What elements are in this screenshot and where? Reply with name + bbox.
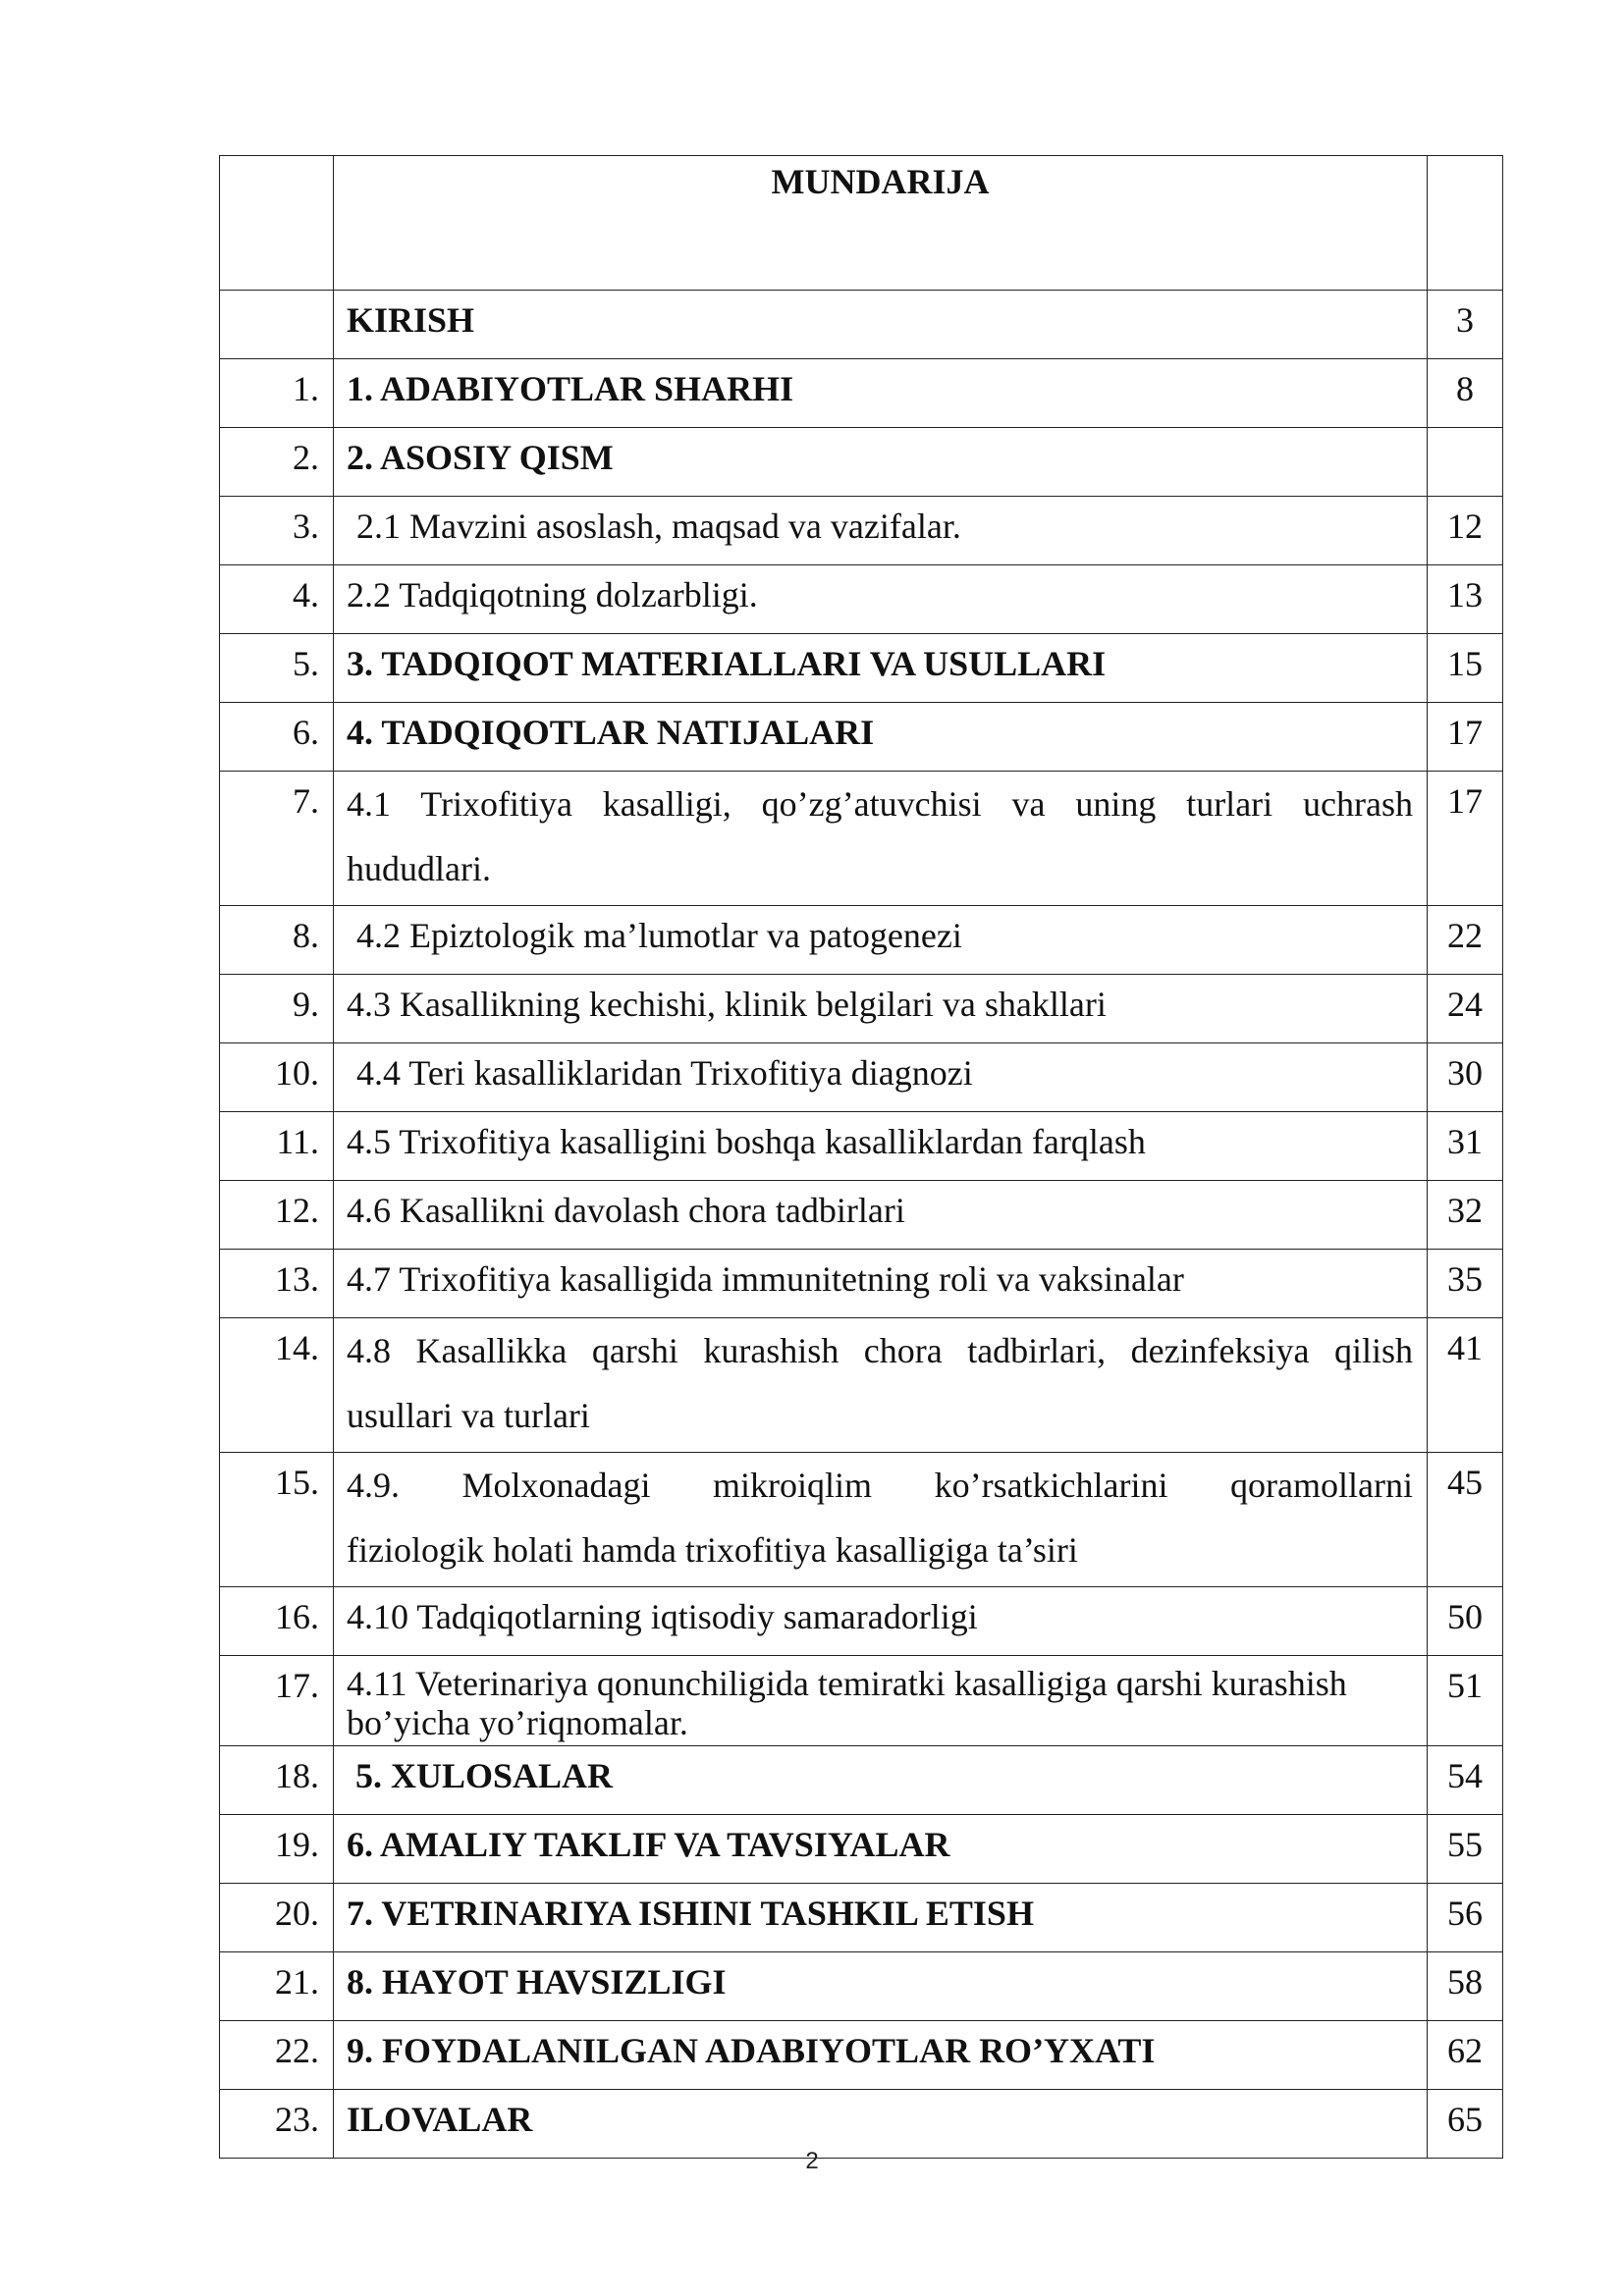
toc-row [220, 291, 1503, 359]
toc-row-number [220, 291, 334, 359]
toc-row-page: 51 [1428, 1656, 1503, 1746]
toc-row-page: 54 [1428, 1746, 1503, 1815]
toc-row-page: 56 [1428, 1884, 1503, 1952]
toc-row-title: 4.6 Kasallikni davolash chora tadbirlari [334, 1181, 1428, 1250]
toc-row-number: 7. [220, 772, 334, 906]
toc-row [220, 1815, 1503, 1884]
toc-row-title: 4.8 Kasallikka qarshi kurashish chora tadbirlari, dezinfeksiya qilish usullari va turlari [334, 1318, 1428, 1453]
page-number: 2 [805, 2148, 819, 2174]
toc-row [220, 497, 1503, 565]
toc-row-title: 4.10 Tadqiqotlarning iqtisodiy samaradorligi [334, 1587, 1428, 1656]
toc-row [220, 1318, 1503, 1453]
toc-row-number: 10. [220, 1043, 334, 1112]
toc-row-page: 62 [1428, 2021, 1503, 2090]
toc-row [220, 975, 1503, 1043]
toc-row-page: 22 [1428, 906, 1503, 975]
toc-row-page: 17 [1428, 772, 1503, 906]
toc-row-number: 18. [220, 1746, 334, 1815]
toc-row [220, 906, 1503, 975]
toc-row-number: 22. [220, 2021, 334, 2090]
toc-row-number: 9. [220, 975, 334, 1043]
toc-row-title-text: 4.2 Epiztologik ma’lumotlar va patogenezi [356, 916, 962, 955]
toc-row-title [334, 1043, 1428, 1112]
toc-row-page: 8 [1428, 359, 1503, 428]
toc-heading: MUNDARIJA [334, 156, 1428, 291]
toc-row-title: 7. VETRINARIYA ISHINI TASHKIL ETISH [334, 1884, 1428, 1952]
toc-row-title: 2. ASOSIY QISM [334, 428, 1428, 497]
toc-row-title: 8. HAYOT HAVSIZLIGI [334, 1952, 1428, 2021]
toc-row [220, 1112, 1503, 1181]
toc-row-number: 8. [220, 906, 334, 975]
toc-row [220, 703, 1503, 772]
toc-row-title [334, 1656, 1428, 1746]
toc-row-number: 21. [220, 1952, 334, 2021]
toc-row [220, 1181, 1503, 1250]
toc-row-title: 4.1 Trixofitiya kasalligi, qo’zg’atuvchisi va uning turlari uchrash hududlari. [334, 772, 1428, 906]
toc-row-number: 14. [220, 1318, 334, 1453]
toc-row-page: 24 [1428, 975, 1503, 1043]
toc-row-number: 1. [220, 359, 334, 428]
toc-row-number: 23. [220, 2090, 334, 2159]
toc-row-title: 5. XULOSALAR [334, 1746, 1428, 1815]
toc-row [220, 2021, 1503, 2090]
toc-row [220, 1043, 1503, 1112]
toc-row-title: 3. TADQIQOT MATERIALLARI VA USULLARI [334, 634, 1428, 703]
toc-row [220, 359, 1503, 428]
toc-row-number: 16. [220, 1587, 334, 1656]
toc-row-page: 32 [1428, 1181, 1503, 1250]
toc-row-number: 17. [220, 1656, 334, 1746]
toc-row-title: KIRISH [334, 291, 1428, 359]
toc-row-page: 15 [1428, 634, 1503, 703]
toc-header-num-cell [220, 156, 334, 291]
toc-row-page: 35 [1428, 1250, 1503, 1318]
toc-row-page: 30 [1428, 1043, 1503, 1112]
toc-row-title-text: 4.11 Veterinariya qonunchiligida temiratki kasalligiga qarshi kurashish bo’yicha yo’riqnomalar. [347, 1664, 1347, 1742]
toc-row-title: 4.5 Trixofitiya kasalligini boshqa kasalliklardan farqlash [334, 1112, 1428, 1181]
toc-row [220, 1746, 1503, 1815]
toc-row [220, 1250, 1503, 1318]
toc-row-page: 58 [1428, 1952, 1503, 2021]
toc-header-row [220, 156, 1503, 291]
table-of-contents [219, 155, 1503, 2159]
toc-row [220, 1587, 1503, 1656]
toc-row-title [334, 906, 1428, 975]
toc-row-title: 4.3 Kasallikning kechishi, klinik belgilari va shakllari [334, 975, 1428, 1043]
toc-row [220, 565, 1503, 634]
toc-row-number: 5. [220, 634, 334, 703]
toc-row-page [1428, 428, 1503, 497]
toc-row [220, 1656, 1503, 1746]
toc-row-title: 1. ADABIYOTLAR SHARHI [334, 359, 1428, 428]
toc-row-title: 6. AMALIY TAKLIF VA TAVSIYALAR [334, 1815, 1428, 1884]
toc-row-number: 11. [220, 1112, 334, 1181]
toc-row-number: 15. [220, 1453, 334, 1587]
toc-row [220, 1952, 1503, 2021]
toc-header-page-cell [1428, 156, 1503, 291]
toc-row-page: 31 [1428, 1112, 1503, 1181]
toc-row-page: 12 [1428, 497, 1503, 565]
toc-row-number: 20. [220, 1884, 334, 1952]
toc-row-number: 4. [220, 565, 334, 634]
toc-row-number: 19. [220, 1815, 334, 1884]
toc-row-page: 50 [1428, 1587, 1503, 1656]
toc-row-title: ILOVALAR [334, 2090, 1428, 2159]
toc-row [220, 1453, 1503, 1587]
toc-row-title: 4. TADQIQOTLAR NATIJALARI [334, 703, 1428, 772]
toc-row-number: 3. [220, 497, 334, 565]
toc-row-page: 45 [1428, 1453, 1503, 1587]
toc-row-number: 6. [220, 703, 334, 772]
toc-row-page: 13 [1428, 565, 1503, 634]
toc-row-title: 9. FOYDALANILGAN ADABIYOTLAR RO’YXATI [334, 2021, 1428, 2090]
toc-row [220, 1884, 1503, 1952]
toc-row-title: 2.2 Tadqiqotning dolzarbligi. [334, 565, 1428, 634]
toc-row-title: 4.9. Molxonadagi mikroiqlim ko’rsatkichlarini qoramollarni fiziologik holati hamda trixofitiya kasalligiga ta’siri [334, 1453, 1428, 1587]
toc-row-number: 13. [220, 1250, 334, 1318]
toc-row-page: 3 [1428, 291, 1503, 359]
toc-row [220, 634, 1503, 703]
toc-row-title [334, 497, 1428, 565]
toc-row-number: 12. [220, 1181, 334, 1250]
toc-row-page: 17 [1428, 703, 1503, 772]
toc-row-page: 41 [1428, 1318, 1503, 1453]
toc-row-page: 55 [1428, 1815, 1503, 1884]
toc-row-title-text: 4.4 Teri kasalliklaridan Trixofitiya diagnozi [356, 1053, 973, 1093]
toc-row-title: 4.7 Trixofitiya kasalligida immunitetning roli va vaksinalar [334, 1250, 1428, 1318]
toc-row-title-text: 2.1 Mavzini asoslash, maqsad va vazifalar. [356, 507, 961, 546]
toc-row-page: 65 [1428, 2090, 1503, 2159]
toc-row [220, 428, 1503, 497]
toc-row [220, 772, 1503, 906]
toc-row-number: 2. [220, 428, 334, 497]
